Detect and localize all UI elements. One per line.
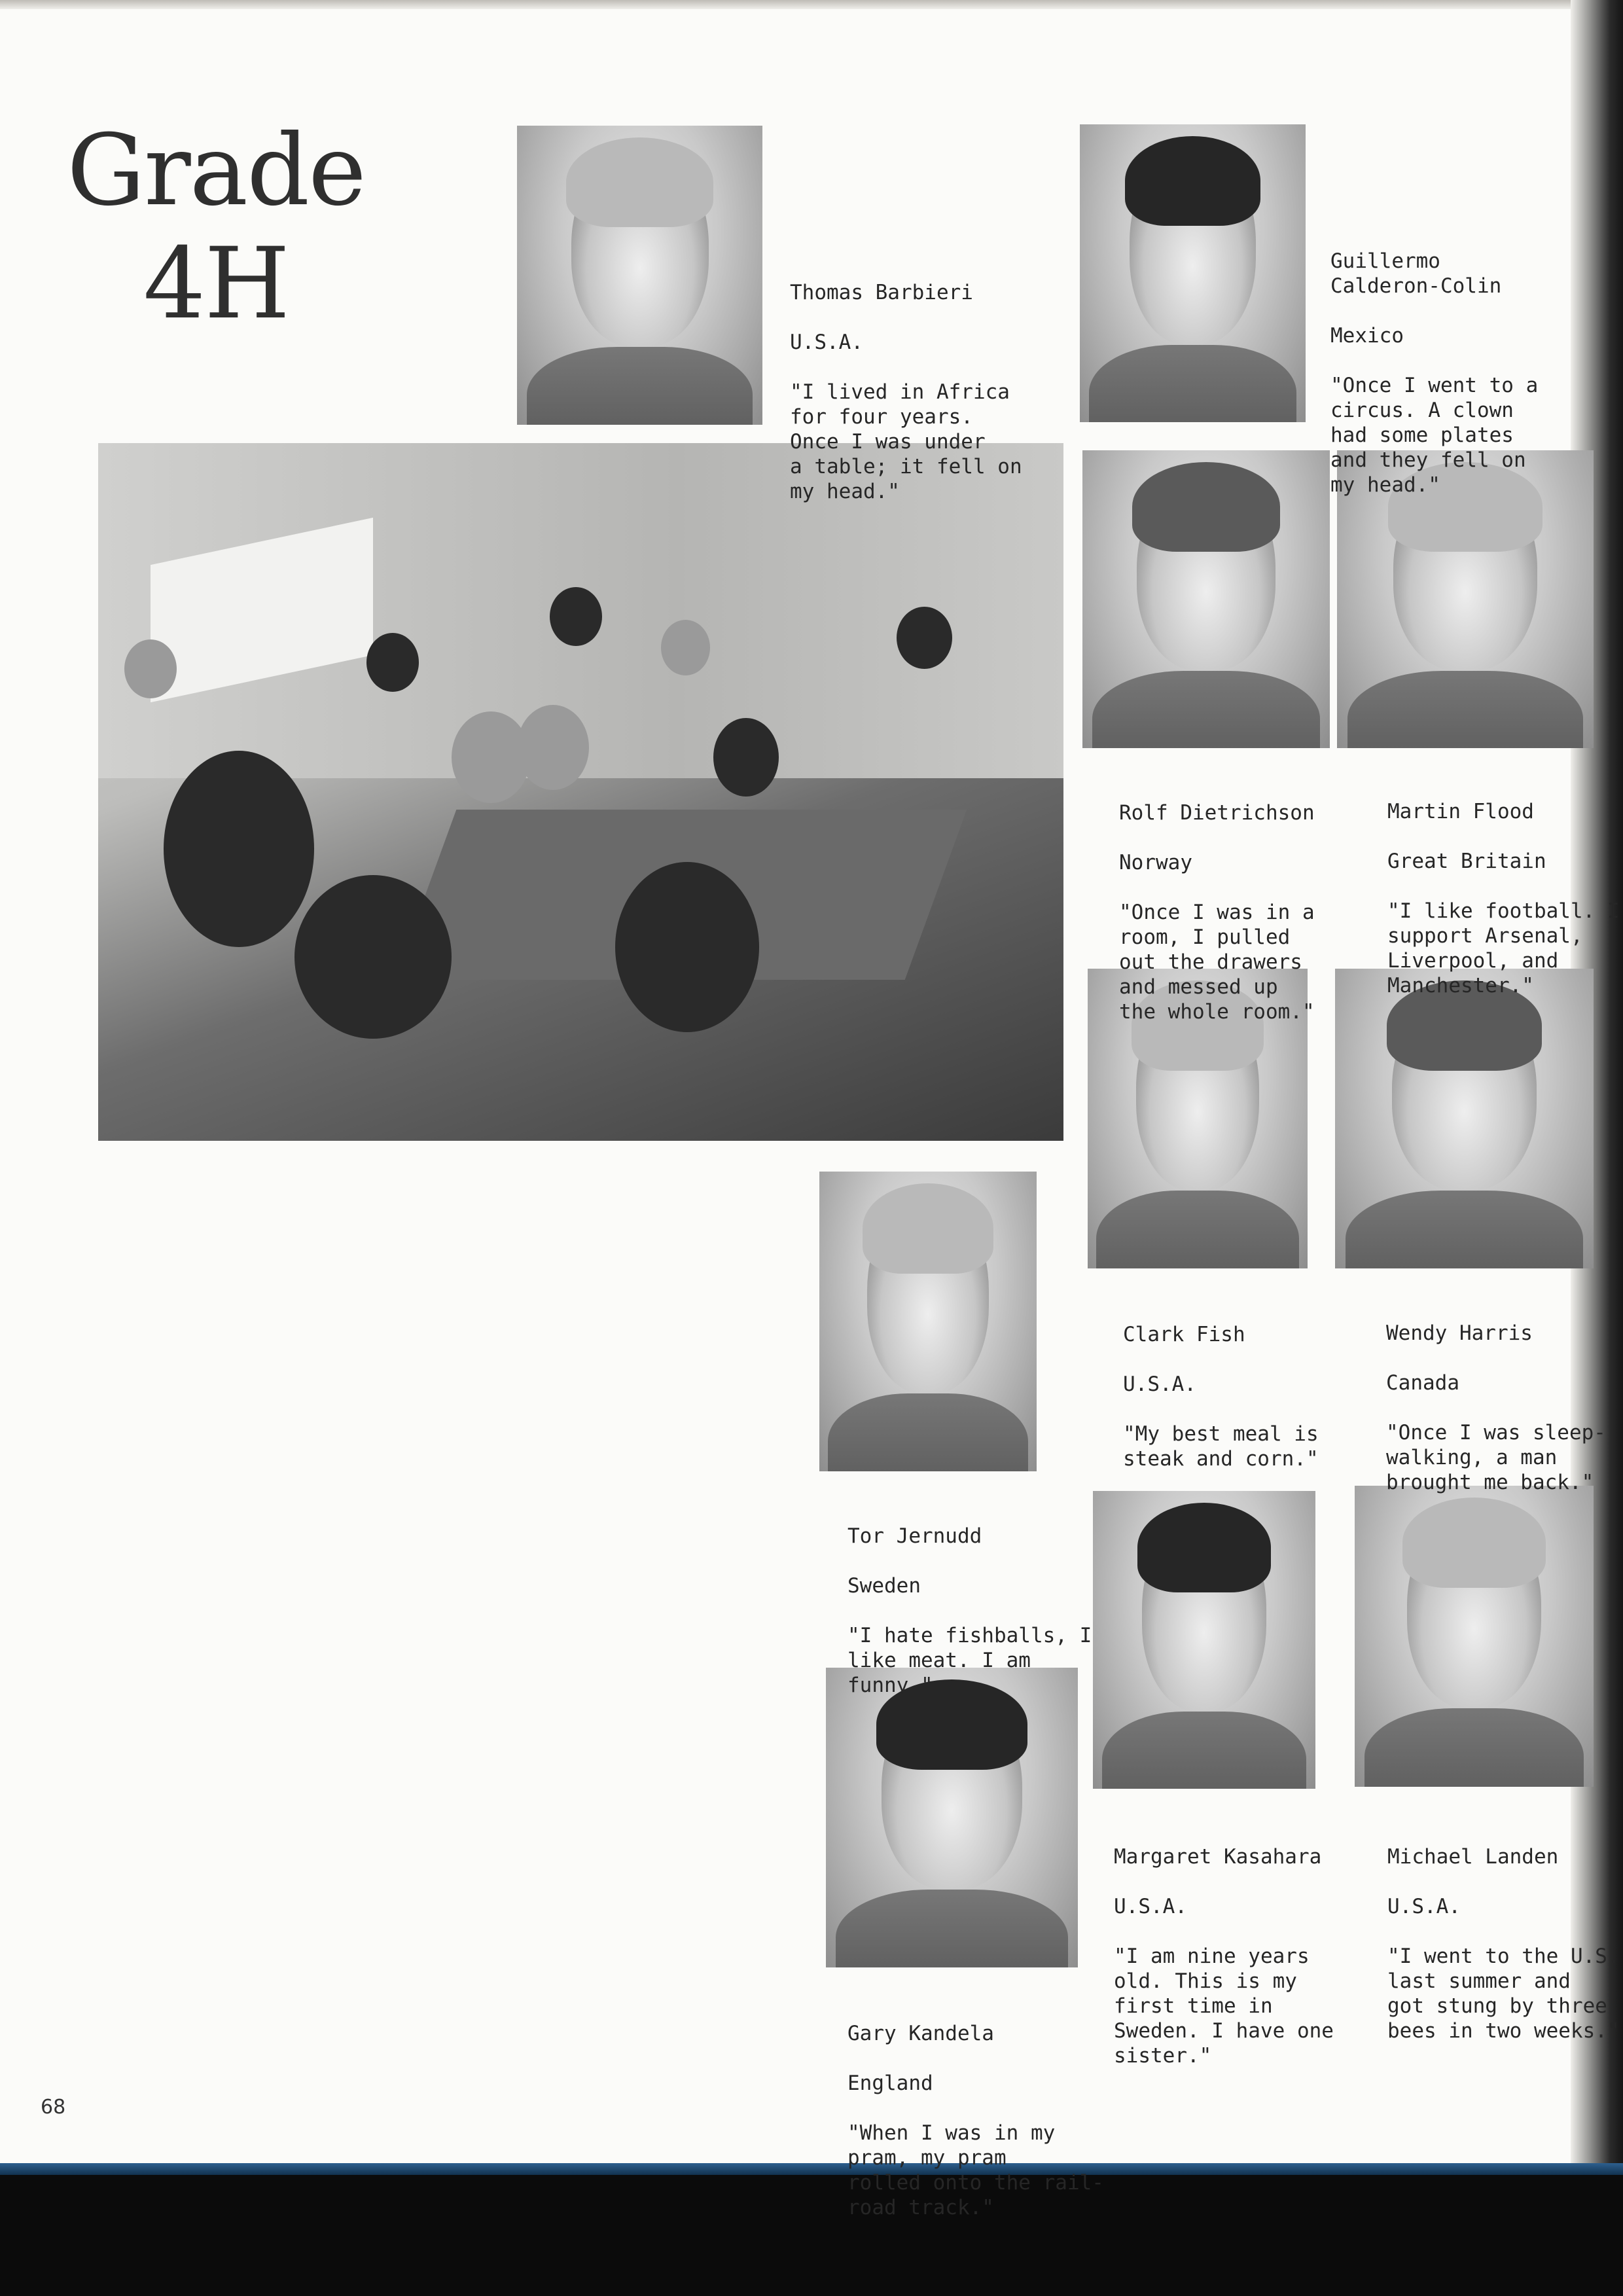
page-bottom-edge	[0, 2163, 1623, 2175]
student-name: Tor Jernudd	[847, 1524, 982, 1548]
student-quote: "I went to the U.S. last summer and got stung by three bees in two weeks."	[1387, 1945, 1620, 2043]
student-country: England	[847, 2072, 933, 2095]
student-name: Wendy Harris	[1386, 1321, 1533, 1345]
student-name: Martin Flood	[1387, 800, 1534, 823]
student-name: Margaret Kasahara	[1114, 1845, 1322, 1869]
student-country: Mexico	[1330, 324, 1404, 348]
student-name: Gary Kandela	[847, 2022, 994, 2045]
page-top-edge	[0, 0, 1623, 9]
student-quote: "When I was in my pram, my pram rolled onto the rail- road track."	[847, 2121, 1104, 2219]
caption-margaret-kasahara	[1114, 1820, 1334, 2093]
student-quote: "I am nine years old. This is my first time in Sweden. I have one sister."	[1114, 1945, 1334, 2068]
caption-wendy-harris	[1386, 1296, 1606, 1520]
portrait-thomas-barbieri	[517, 126, 762, 425]
student-country: Sweden	[847, 1574, 921, 1598]
portrait-michael-landen	[1355, 1486, 1594, 1787]
caption-michael-landen	[1387, 1820, 1620, 2068]
student-country: U.S.A.	[1123, 1372, 1196, 1396]
student-country: Norway	[1119, 851, 1192, 874]
caption-tor-jernudd	[847, 1499, 1092, 1723]
student-name: Guillermo Calderon-Colin	[1330, 249, 1502, 298]
student-quote: "Once I was in a room, I pulled out the drawers and messed up the whole room."	[1119, 901, 1315, 1024]
student-country: Great Britain	[1387, 850, 1546, 873]
student-name: Thomas Barbieri	[790, 281, 973, 304]
student-quote: "Once I went to a circus. A clown had some plates and they fell on my head."	[1330, 374, 1539, 497]
portrait-guillermo-calderon-colin	[1080, 124, 1306, 422]
caption-rolf-dietrichson	[1119, 776, 1315, 1049]
title-line-class: 4H	[143, 226, 289, 341]
classroom-group-photo	[98, 443, 1063, 1141]
student-country: U.S.A.	[790, 331, 863, 354]
student-quote: "I hate fishballs, I like meat. I am funny."	[847, 1624, 1092, 1697]
page-number: 68	[41, 2096, 66, 2119]
student-name: Michael Landen	[1387, 1845, 1559, 1869]
student-name: Rolf Dietrichson	[1119, 801, 1315, 825]
page-title	[52, 115, 380, 340]
caption-clark-fish	[1123, 1297, 1319, 1496]
student-quote: "I like football. I support Arsenal, Liverpool, and Manchester."	[1387, 899, 1620, 997]
student-name: Clark Fish	[1123, 1323, 1245, 1346]
caption-thomas-barbieri	[790, 255, 1022, 529]
student-country: Canada	[1386, 1371, 1459, 1395]
scan-background	[0, 2175, 1623, 2296]
student-country: U.S.A.	[1114, 1895, 1187, 1918]
caption-martin-flood	[1387, 774, 1620, 1023]
student-quote: "Once I was sleep- walking, a man brought me back."	[1386, 1421, 1606, 1494]
title-line-grade: Grade	[67, 114, 365, 228]
portrait-tor-jernudd	[819, 1172, 1037, 1471]
student-country: U.S.A.	[1387, 1895, 1461, 1918]
caption-gary-kandela	[847, 1996, 1104, 2245]
student-quote: "My best meal is steak and corn."	[1123, 1422, 1319, 1471]
portrait-margaret-kasahara	[1093, 1491, 1315, 1789]
caption-guillermo-calderon-colin	[1330, 224, 1538, 522]
portrait-rolf-dietrichson	[1082, 450, 1330, 748]
student-quote: "I lived in Africa for four years. Once I was under a table; it fell on my head."	[790, 380, 1022, 503]
